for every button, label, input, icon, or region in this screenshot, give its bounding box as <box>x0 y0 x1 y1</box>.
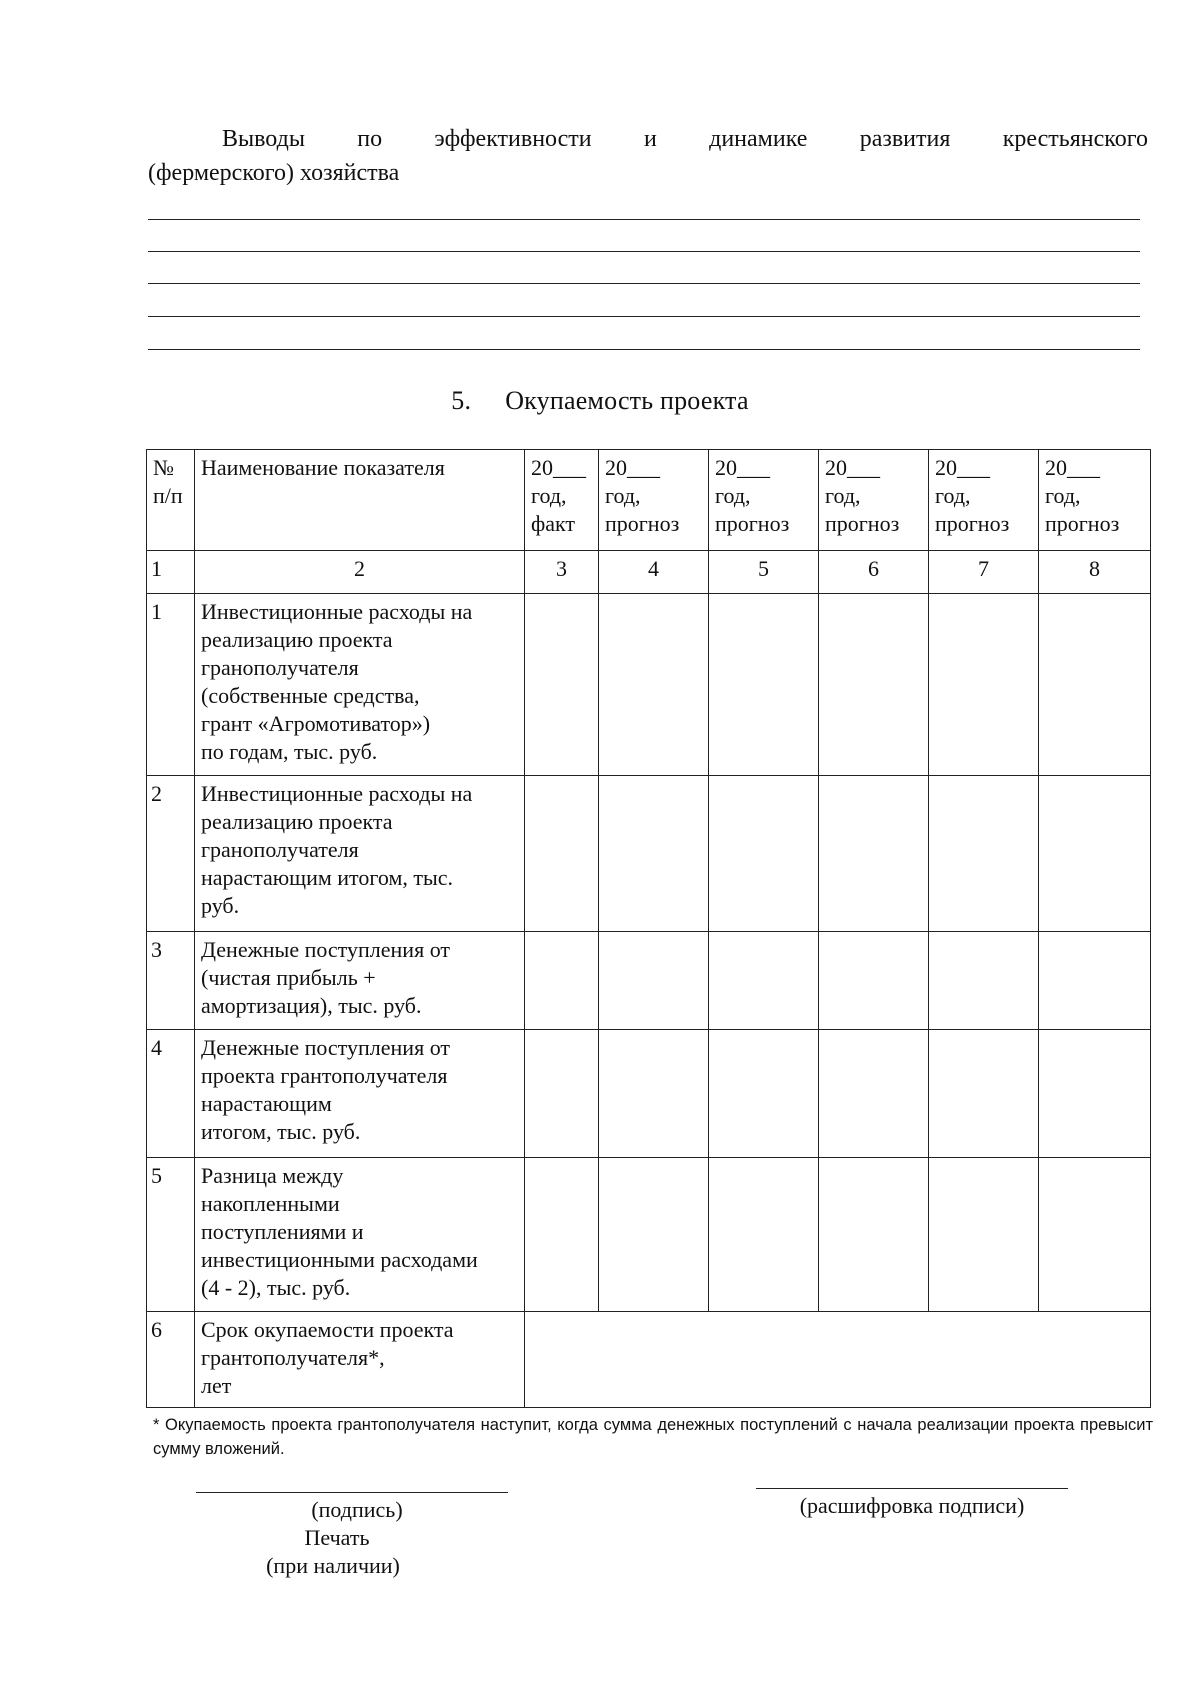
answer-line[interactable] <box>148 219 1140 220</box>
data-cell[interactable] <box>819 594 929 776</box>
conclusions-word: Выводы <box>222 126 305 152</box>
data-cell[interactable] <box>599 1158 709 1312</box>
row-indicator-name: Денежные поступления от проекта грантополучателя нарастающим итогом, тыс. руб. <box>195 1030 525 1158</box>
table-row <box>147 594 1151 776</box>
signature-transcript-label: (расшифровка подписи) <box>799 1493 1025 1518</box>
column-number: 2 <box>195 551 525 594</box>
answer-line[interactable] <box>148 316 1140 317</box>
data-cell[interactable] <box>929 932 1039 1030</box>
data-cell[interactable] <box>1039 1158 1151 1312</box>
data-cell[interactable] <box>929 594 1039 776</box>
payback-table <box>146 449 1151 1408</box>
answer-line[interactable] <box>148 283 1140 284</box>
row-number: 5 <box>147 1158 195 1312</box>
data-cell[interactable] <box>929 1030 1039 1158</box>
header-year: 20___ год, прогноз <box>1039 450 1151 551</box>
conclusions-line-2: (фермерского) хозяйства <box>148 160 400 186</box>
data-cell[interactable] <box>525 776 599 932</box>
answer-line[interactable] <box>148 251 1140 252</box>
data-cell[interactable] <box>709 1158 819 1312</box>
table-row <box>147 1158 1151 1312</box>
column-number: 4 <box>599 551 709 594</box>
data-cell[interactable] <box>929 1158 1039 1312</box>
row-number: 3 <box>147 932 195 1030</box>
column-number: 1 <box>147 551 195 594</box>
data-cell[interactable] <box>709 1030 819 1158</box>
section-number: 5. <box>451 386 472 415</box>
data-cell[interactable] <box>1039 594 1151 776</box>
header-year: 20___ год, прогноз <box>599 450 709 551</box>
conclusions-word: по <box>357 126 383 152</box>
conclusions-word: и <box>643 126 657 152</box>
payback-period-cell[interactable] <box>525 1312 1151 1408</box>
conclusions-word: динамике <box>709 126 808 152</box>
data-cell[interactable] <box>709 776 819 932</box>
stamp-note: (при наличии) <box>266 1553 400 1578</box>
conclusions-word: эффективности <box>434 126 592 152</box>
section-title: Окупаемость проекта <box>505 386 749 415</box>
conclusions-paragraph <box>148 122 1148 190</box>
row-number: 2 <box>147 776 195 932</box>
row-indicator-name: Денежные поступления от (чистая прибыль + амортизация), тыс. руб. <box>195 932 525 1030</box>
data-cell[interactable] <box>709 594 819 776</box>
signature-label: (подпись) <box>311 1497 403 1522</box>
header-num: № п/п <box>147 450 195 551</box>
section-heading <box>0 386 1200 416</box>
signature-transcript-line[interactable] <box>756 1488 1068 1489</box>
row-number: 4 <box>147 1030 195 1158</box>
data-cell[interactable] <box>599 1030 709 1158</box>
header-year: 20___ год, прогноз <box>709 450 819 551</box>
row-indicator-name: Разница между накопленными поступлениями и инвестиционными расходами (4 - 2), тыс. руб. <box>195 1158 525 1312</box>
data-cell[interactable] <box>819 932 929 1030</box>
answer-line[interactable] <box>148 349 1140 350</box>
data-cell[interactable] <box>1039 932 1151 1030</box>
data-cell[interactable] <box>709 932 819 1030</box>
data-cell[interactable] <box>1039 776 1151 932</box>
row-number: 1 <box>147 594 195 776</box>
row-number: 6 <box>147 1312 195 1408</box>
data-cell[interactable] <box>525 932 599 1030</box>
header-indicator-name: Наименование показателя <box>195 450 525 551</box>
data-cell[interactable] <box>1039 1030 1151 1158</box>
header-year: 20___ год, прогноз <box>819 450 929 551</box>
data-cell[interactable] <box>599 776 709 932</box>
conclusions-line-1 <box>148 122 1148 156</box>
column-number: 3 <box>525 551 599 594</box>
data-cell[interactable] <box>599 594 709 776</box>
row-indicator-name: Срок окупаемости проекта грантополучателя*, лет <box>195 1312 525 1408</box>
table-row <box>147 1312 1151 1408</box>
header-year: 20___ год, прогноз <box>929 450 1039 551</box>
data-cell[interactable] <box>525 1030 599 1158</box>
column-number: 6 <box>819 551 929 594</box>
table-row <box>147 1030 1151 1158</box>
data-cell[interactable] <box>929 776 1039 932</box>
table-row <box>147 776 1151 932</box>
conclusions-word: развития <box>859 126 951 152</box>
row-indicator-name: Инвестиционные расходы на реализацию проекта гранополучателя (собственные средства, грант «Агромотиватор») по годам, тыс. руб. <box>195 594 525 776</box>
column-number-row <box>147 551 1151 594</box>
conclusions-word: крестьянского <box>1002 126 1148 152</box>
data-cell[interactable] <box>599 932 709 1030</box>
data-cell[interactable] <box>525 594 599 776</box>
footnote: * Окупаемость проекта грантополучателя наступит, когда сумма денежных поступлений с начала реализации проекта превысит сумму вложений. <box>153 1416 1153 1458</box>
stamp-label: Печать <box>304 1525 370 1550</box>
row-indicator-name: Инвестиционные расходы на реализацию проекта гранополучателя нарастающим итогом, тыс. руб. <box>195 776 525 932</box>
header-year: 20___ год, факт <box>525 450 599 551</box>
column-number: 5 <box>709 551 819 594</box>
table-header-row <box>147 450 1151 551</box>
data-cell[interactable] <box>819 1158 929 1312</box>
data-cell[interactable] <box>525 1158 599 1312</box>
column-number: 8 <box>1039 551 1151 594</box>
column-number: 7 <box>929 551 1039 594</box>
data-cell[interactable] <box>819 776 929 932</box>
data-cell[interactable] <box>819 1030 929 1158</box>
signature-line[interactable] <box>196 1492 508 1493</box>
table-row <box>147 932 1151 1030</box>
